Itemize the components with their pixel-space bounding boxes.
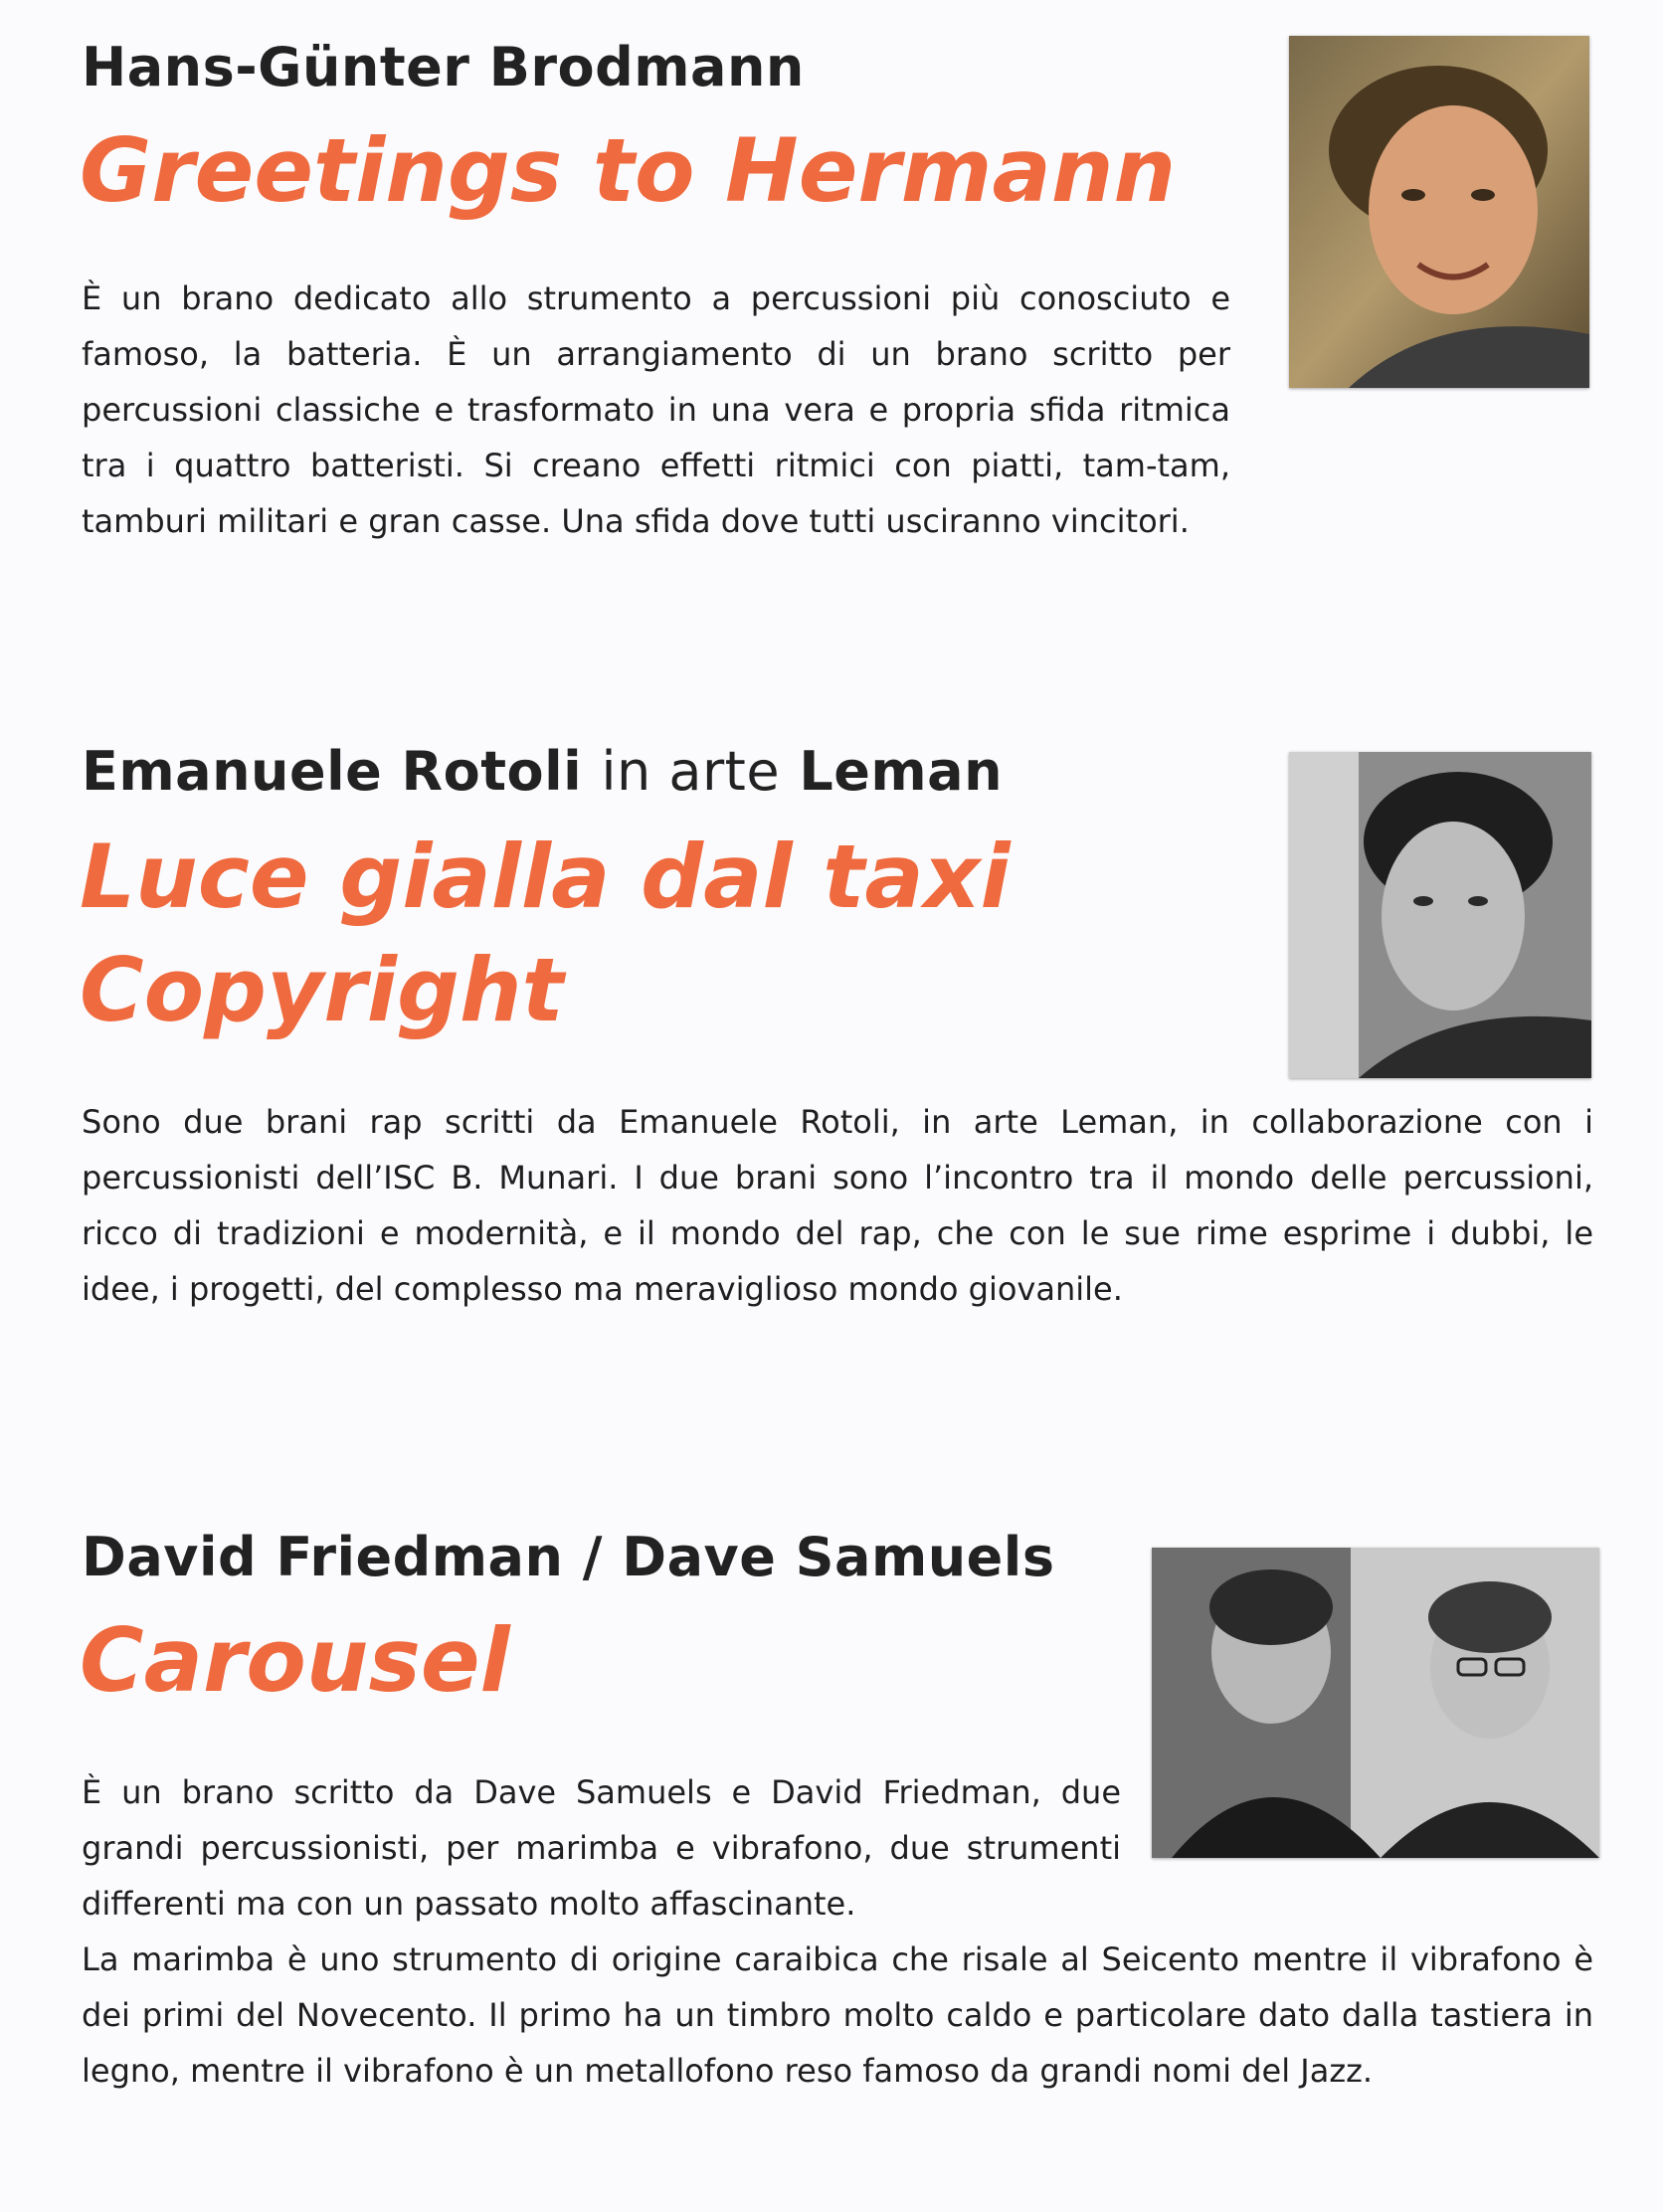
description-paragraph: È un brano dedicato allo strumento a percussioni più conosciuto e famoso, la batteria. È un arrangiamento di un brano scritto per percussioni classiche e trasformato in una vera e propria sfida ritmica tra i quattro batteristi. Si creano effetti ritmici con piatti, tam-tam, tamburi militari e gran casse. Una sfida dove tutti usciranno vincitori. — [82, 279, 1230, 540]
description — [82, 1764, 1121, 1932]
author-main: Emanuele Rotoli — [82, 740, 583, 803]
author-name: David Friedman / Dave Samuels — [82, 1526, 1055, 1588]
author-connector: in arte — [601, 740, 781, 803]
description-paragraph: Sono due brani rap scritti da Emanuele Rotoli, in arte Leman, in collaborazione con i percussionisti dell’ISC B. Munari. I due brani sono l’incontro tra il mondo delle percussioni, ricco di tradizioni e modernità, e il mondo del rap, che con le sue rime esprime i dubbi, le idee, i progetti, del complesso ma meraviglioso mondo giovanile. — [82, 1103, 1593, 1308]
piece-title: Copyright — [80, 939, 564, 1041]
authors-photo — [1152, 1548, 1599, 1858]
piece-title: Greetings to Hermann — [80, 119, 1177, 222]
author-photo — [1289, 752, 1591, 1078]
description-paragraph: È un brano scritto da Dave Samuels e David Friedman, due grandi percussionisti, per marimba e vibrafono, due strumenti differenti ma con un passato molto affascinante. — [82, 1773, 1121, 1923]
piece-title: Luce gialla dal taxi — [80, 826, 1011, 928]
author-photo — [1289, 36, 1589, 388]
description — [82, 1932, 1593, 2099]
author-name — [82, 740, 1003, 803]
author-name: Hans-Günter Brodmann — [82, 36, 805, 98]
description — [82, 1094, 1593, 1317]
description — [82, 271, 1230, 549]
piece-title: Carousel — [80, 1609, 510, 1712]
description-paragraph: La marimba è uno strumento di origine caraibica che risale al Seicento mentre il vibrafono è dei primi del Novecento. Il primo ha un timbro molto caldo e particolare dato dalla tastiera in legno, mentre il vibrafono è un metallofono reso famoso da grandi nomi del Jazz. — [82, 1940, 1593, 2090]
author-alias: Leman — [799, 740, 1004, 803]
